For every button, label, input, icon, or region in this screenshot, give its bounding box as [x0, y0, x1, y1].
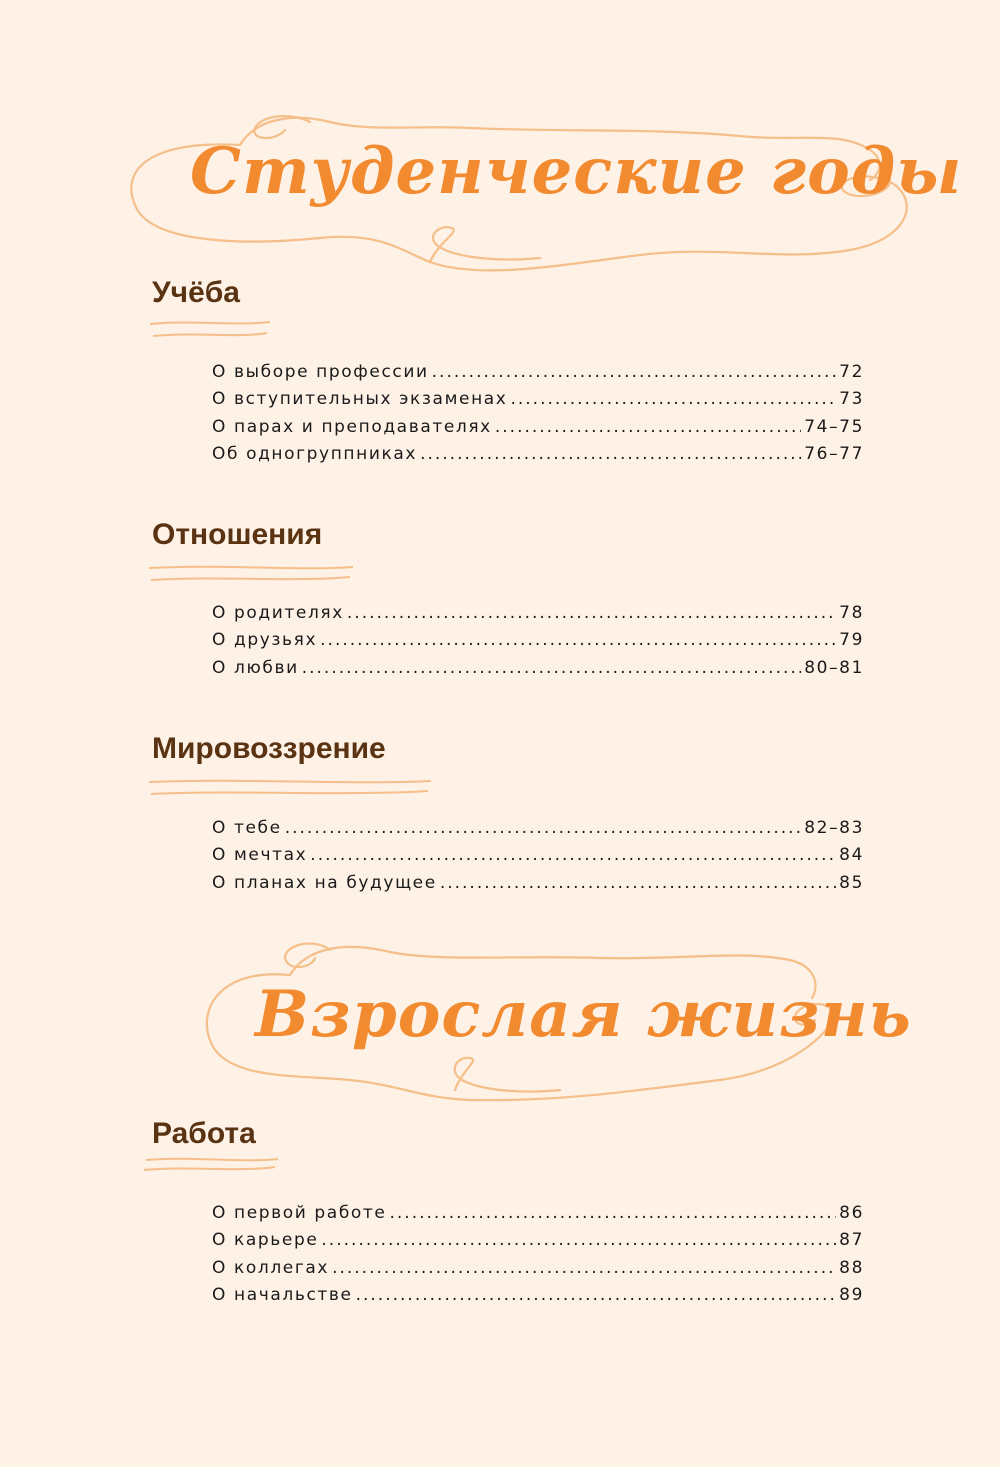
section-title-work: Работа — [152, 1117, 256, 1150]
toc-entry[interactable] — [212, 658, 864, 685]
dot-leader — [356, 1285, 837, 1305]
dot-leader — [347, 603, 836, 623]
toc-entry[interactable] — [212, 417, 864, 444]
toc-entry-page: 78 — [839, 603, 864, 623]
toc-entry[interactable] — [212, 444, 864, 471]
toc-list-study — [212, 362, 864, 471]
toc-entry-label: О друзьях — [212, 630, 318, 651]
dot-leader — [389, 1203, 836, 1223]
dot-leader — [310, 845, 836, 865]
toc-entry-label: О карьере — [212, 1230, 319, 1251]
toc-entry[interactable] — [212, 1285, 864, 1312]
toc-list-relations — [212, 603, 864, 685]
dot-leader — [302, 658, 802, 678]
toc-entry-page: 82–83 — [804, 818, 864, 838]
section-underline — [140, 1154, 440, 1184]
toc-entry-label: О планах на будущее — [212, 872, 437, 893]
dot-leader — [320, 630, 836, 650]
section-underline — [145, 562, 445, 592]
toc-entry-page: 89 — [839, 1284, 864, 1305]
toc-entry-page: 85 — [839, 872, 864, 893]
toc-entry[interactable] — [212, 1230, 864, 1257]
toc-entry[interactable] — [212, 1203, 864, 1230]
toc-entry[interactable] — [212, 630, 864, 657]
toc-entry[interactable] — [212, 1258, 864, 1285]
dot-leader — [440, 873, 836, 893]
toc-entry-label: О любви — [212, 657, 299, 678]
toc-entry-page: 87 — [839, 1230, 864, 1251]
dot-leader — [420, 444, 801, 464]
dot-leader — [432, 362, 837, 382]
toc-entry-page: 74–75 — [804, 416, 864, 437]
toc-entry[interactable] — [212, 873, 864, 900]
toc-entry[interactable] — [212, 845, 864, 872]
dot-leader — [321, 1230, 836, 1250]
toc-entry-label: О первой работе — [212, 1203, 387, 1223]
dot-leader — [510, 389, 836, 409]
toc-entry-page: 73 — [839, 389, 864, 410]
toc-entry-page: 76–77 — [804, 443, 864, 464]
toc-entry-label: Об одногруппниках — [212, 443, 418, 464]
toc-entry-label: О выборе профессии — [212, 362, 429, 382]
section-title-worldview: Мировоззрение — [152, 732, 386, 765]
toc-entry-label: О парах и преподавателях — [212, 416, 492, 437]
chapter-header-adult-life — [0, 930, 1000, 1110]
toc-entry-label: О родителях — [212, 603, 344, 623]
chapter-title: Студенческие годы — [190, 134, 963, 209]
dot-leader — [285, 818, 802, 838]
dot-leader — [495, 417, 801, 437]
section-title-relations: Отношения — [152, 518, 323, 551]
section-underline — [145, 776, 445, 806]
toc-entry[interactable] — [212, 818, 864, 845]
chapter-title: Взрослая жизнь — [255, 977, 912, 1052]
toc-entry-label: О тебе — [212, 818, 282, 838]
toc-entry-label: О начальстве — [212, 1284, 353, 1305]
toc-entry[interactable] — [212, 603, 864, 630]
toc-entry-page: 80–81 — [804, 657, 864, 678]
section-title-study: Учёба — [152, 276, 240, 309]
section-underline — [145, 318, 445, 348]
toc-entry[interactable] — [212, 389, 864, 416]
toc-list-worldview — [212, 818, 864, 900]
toc-entry-page: 72 — [839, 362, 864, 382]
toc-entry-label: О коллегах — [212, 1257, 330, 1278]
toc-entry-page: 88 — [839, 1257, 864, 1278]
dot-leader — [332, 1258, 836, 1278]
toc-entry-page: 84 — [839, 845, 864, 866]
toc-entry-label: О мечтах — [212, 845, 308, 866]
toc-entry-label: О вступительных экзаменах — [212, 389, 508, 410]
toc-entry-page: 86 — [839, 1203, 864, 1223]
chapter-header-student-years — [0, 0, 1000, 300]
toc-list-work — [212, 1203, 864, 1312]
toc-entry[interactable] — [212, 362, 864, 389]
toc-entry-page: 79 — [839, 630, 864, 651]
